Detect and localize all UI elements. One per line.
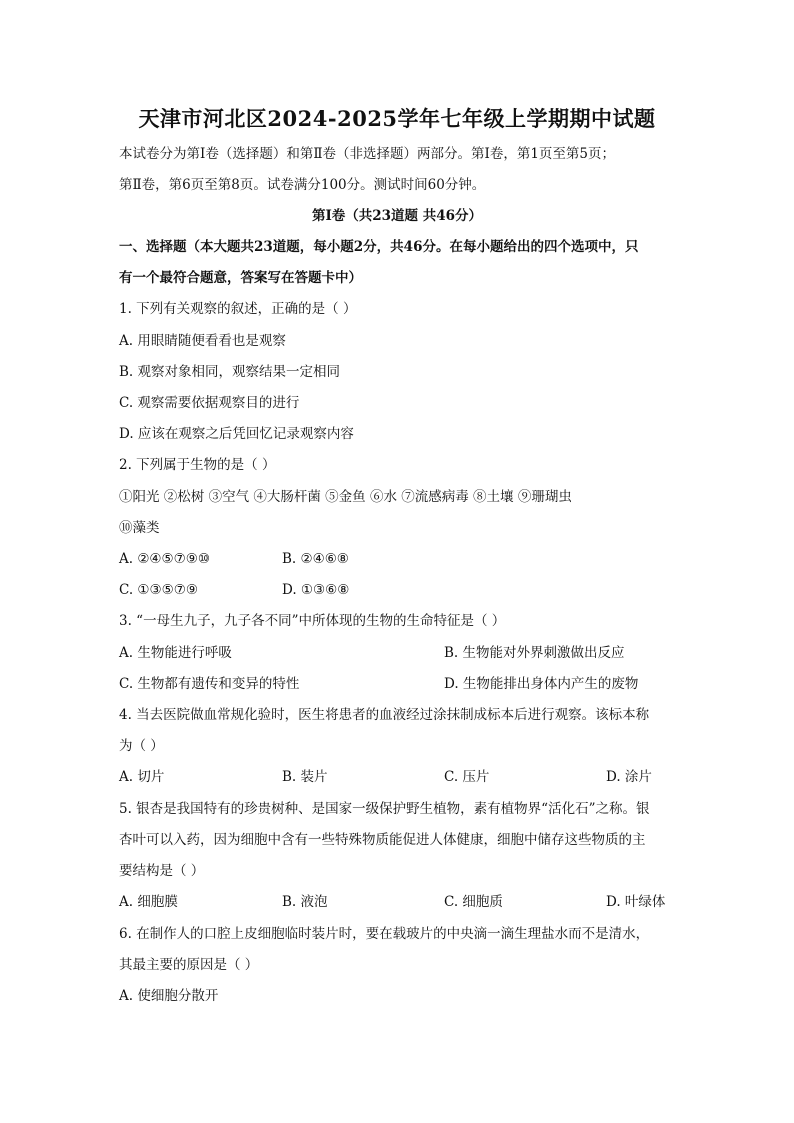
question-2-stem: 2. 下列属于生物的是（ ） bbox=[119, 457, 276, 473]
intro-line-2: 第Ⅱ卷，第6页至第8页。试卷满分100分。测试时间60分钟。 bbox=[119, 177, 486, 193]
question-5-stem-line-3: 要结构是（ ） bbox=[119, 863, 205, 879]
question-4-option-d: D. 涂片 bbox=[606, 769, 652, 785]
question-1-option-b: B. 观察对象相同，观察结果一定相同 bbox=[119, 364, 341, 380]
question-2-option-c: C. ①③⑤⑦⑨ bbox=[119, 582, 198, 598]
question-3-option-a: A. 生物能进行呼吸 bbox=[119, 645, 232, 661]
question-4-stem-line-2: 为（ ） bbox=[119, 738, 164, 754]
question-5-stem-line-2: 杏叶可以入药，因为细胞中含有一些特殊物质能促进人体健康，细胞中储存这些物质的主 bbox=[119, 832, 646, 848]
question-4-option-b: B. 装片 bbox=[282, 769, 328, 785]
question-3-option-d: D. 生物能排出身体内产生的废物 bbox=[444, 676, 639, 692]
question-2-list-line-1: ①阳光 ②松树 ③空气 ④大肠杆菌 ⑤金鱼 ⑥水 ⑦流感病毒 ⑧土壤 ⑨珊瑚虫 bbox=[119, 489, 572, 505]
question-1-option-a: A. 用眼睛随便看看也是观察 bbox=[119, 333, 286, 349]
question-1-option-d: D. 应该在观察之后凭回忆记录观察内容 bbox=[119, 426, 354, 442]
question-5-option-d: D. 叶绿体 bbox=[606, 894, 666, 910]
question-6-option-a: A. 使细胞分散开 bbox=[119, 988, 219, 1004]
question-3-option-c: C. 生物都有遗传和变异的特性 bbox=[119, 676, 300, 692]
question-5-stem-line-1: 5. 银杏是我国特有的珍贵树种、是国家一级保护野生植物，素有植物界“活化石”之称。银 bbox=[119, 801, 650, 817]
question-2-list-line-2: ⑩藻类 bbox=[119, 520, 160, 536]
question-1-stem: 1. 下列有关观察的叙述，正确的是（ ） bbox=[119, 301, 357, 317]
intro-line-1: 本试卷分为第Ⅰ卷（选择题）和第Ⅱ卷（非选择题）两部分。第Ⅰ卷，第1页至第5页； bbox=[119, 146, 616, 162]
question-6-stem-line-2: 其最主要的原因是（ ） bbox=[119, 957, 259, 973]
question-5-option-c: C. 细胞质 bbox=[444, 894, 503, 910]
section-title: 第Ⅰ卷（共23道题 共46分） bbox=[311, 208, 483, 224]
question-1-option-c: C. 观察需要依据观察目的进行 bbox=[119, 395, 300, 411]
question-6-stem-line-1: 6. 在制作人的口腔上皮细胞临时装片时，要在载玻片的中央滴一滴生理盐水而不是清水， bbox=[119, 926, 650, 942]
question-2-option-b: B. ②④⑥⑧ bbox=[282, 551, 349, 567]
question-2-option-d: D. ①③⑥⑧ bbox=[282, 582, 350, 598]
question-4-stem-line-1: 4. 当去医院做血常规化验时，医生将患者的血液经过涂抹制成标本后进行观察。该标本称 bbox=[119, 707, 650, 723]
question-4-option-c: C. 压片 bbox=[444, 769, 490, 785]
question-5-option-a: A. 细胞膜 bbox=[119, 894, 178, 910]
question-5-option-b: B. 液泡 bbox=[282, 894, 328, 910]
exam-title: 天津市河北区2024-2025学年七年级上学期期中试题 bbox=[138, 106, 656, 131]
question-4-option-a: A. 切片 bbox=[119, 769, 165, 785]
question-3-option-b: B. 生物能对外界刺激做出反应 bbox=[444, 645, 625, 661]
part-heading-line-1: 一、选择题（本大题共23道题，每小题2分，共46分。在每小题给出的四个选项中，只 bbox=[119, 239, 639, 255]
question-3-stem: 3. “一母生九子，九子各不同”中所体现的生物的生命特征是（ ） bbox=[119, 613, 506, 629]
question-2-option-a: A. ②④⑤⑦⑨⑩ bbox=[119, 551, 210, 567]
part-heading-line-2: 有一个最符合题意，答案写在答题卡中） bbox=[119, 270, 362, 286]
